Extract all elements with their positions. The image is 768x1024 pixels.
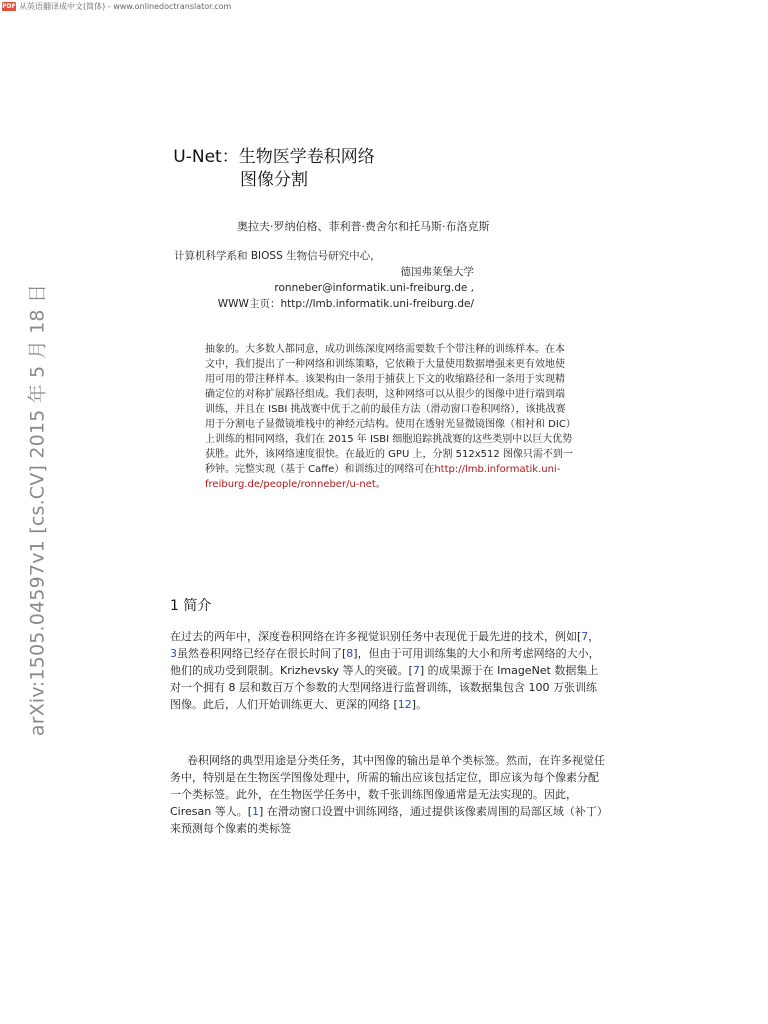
section-heading-introduction: 1 简介 [170, 598, 212, 614]
text-run: 虽然卷积网络已经存在很长时间了[ [177, 647, 347, 660]
intro-paragraph-1 [170, 628, 606, 713]
citation-link[interactable]: 7 [581, 630, 589, 643]
intro-paragraph-2 [170, 752, 606, 837]
text-run: 卷积网络的典型用途是分类任务，其中图像的输出是单个类标签。然而，在许多视觉任务中，特别是在生物医学图像处理中，所需的输出应该包括定位，即应该为每个像素分配一个类标签。此外，在生物医学任务中，数千张训练图像通常是无法实现的。因此，Ciresan 等人。[ [170, 754, 605, 818]
title-line-1: U-Net：生物医学卷积网络 [173, 147, 375, 167]
affiliation-department: 计算机科学系和 BIOSS 生物信号研究中心， [174, 250, 381, 262]
affiliation-homepage: WWW主页：http://lmb.informatik.uni-freiburg.de/ [217, 298, 474, 310]
affiliation [174, 248, 474, 312]
citation-link[interactable]: 1 [252, 805, 260, 818]
title-line-2: 图像分割 [240, 170, 308, 190]
citation-link[interactable]: 8 [346, 647, 354, 660]
text-run: ] 的成果源于在 ImageNet 数据集上对一个拥有 8 层和数百万个参数的大型网络进行监督训练，该数据集包含 100 万张训练图像。此后，人们开始训练更大、更深的网络 [ [170, 664, 599, 711]
affiliation-university: 德国弗莱堡大学 [400, 266, 474, 278]
abstract-text: 抽象的。大多数人都同意，成功训练深度网络需要数千个带注释的训练样本。在本文中，我们提出了一种网络和训练策略，它依赖于大量使用数据增强来更有效地使用可用的带注释样本。该架构由一条用于捕获上下文的收缩路径和一条用于实现精确定位的对称扩展路径组成。我们表明，这种网络可以从很少的图像中进行端到端训练，并且在 ISBI 挑战赛中优于之前的最佳方法（滑动窗口卷积网络），该挑战赛用于分割电子显微镜堆栈中的神经元结构。使用在透射光显微镜图像（相衬和 DIC）上训练的相同网络，我们在 2015 年 ISBI 细胞追踪挑战赛的这些类别中以巨大优势获胜。此外，该网络速度很快。在最近的 GPU 上，分割 512x512 图像只需不到一秒钟。完整实现（基于 Caffe）和训练过的网络可在 [205, 344, 573, 475]
banner-text: 从英语翻译成中文(简体) - www.onlinedoctranslator.com [19, 1, 232, 11]
affiliation-email: ronneber@informatik.uni-freiburg.de , [274, 282, 474, 294]
text-run: ]，但由于可用训练集的大小和所考虑网络的大小，他们的成功受到限制。Krizhevsky 等人的突破。[ [170, 647, 600, 677]
abstract-end: 。 [375, 479, 386, 490]
text-run: ]。 [411, 698, 428, 711]
paper-authors: 奥拉夫·罗纳伯格、菲利普·费舍尔和托马斯·布洛克斯 [237, 220, 490, 233]
abstract-code-link[interactable]: http://lmb.informatik.uni-freiburg.de/people/ronneber/u-net [205, 464, 561, 490]
pdf-translate-icon: PDF [2, 2, 16, 10]
arxiv-identifier: arXiv:1505.04597v1 [cs.CV] 2015 年 5 月 18 日 [26, 283, 49, 737]
text-run: ， [588, 630, 600, 643]
citation-link[interactable]: 12 [397, 698, 412, 711]
citation-link[interactable]: 3 [170, 647, 177, 660]
translator-banner[interactable] [2, 0, 231, 12]
abstract [205, 342, 573, 492]
citation-link[interactable]: 7 [412, 664, 420, 677]
text-run: 在过去的两年中，深度卷积网络在许多视觉识别任务中表现优于最先进的技术，例如[ [170, 630, 582, 643]
text-run: ] 在滑动窗口设置中训练网络，通过提供该像素周围的局部区域（补丁）来预测每个像素的类标签 [170, 805, 603, 835]
paper-title [0, 146, 548, 192]
